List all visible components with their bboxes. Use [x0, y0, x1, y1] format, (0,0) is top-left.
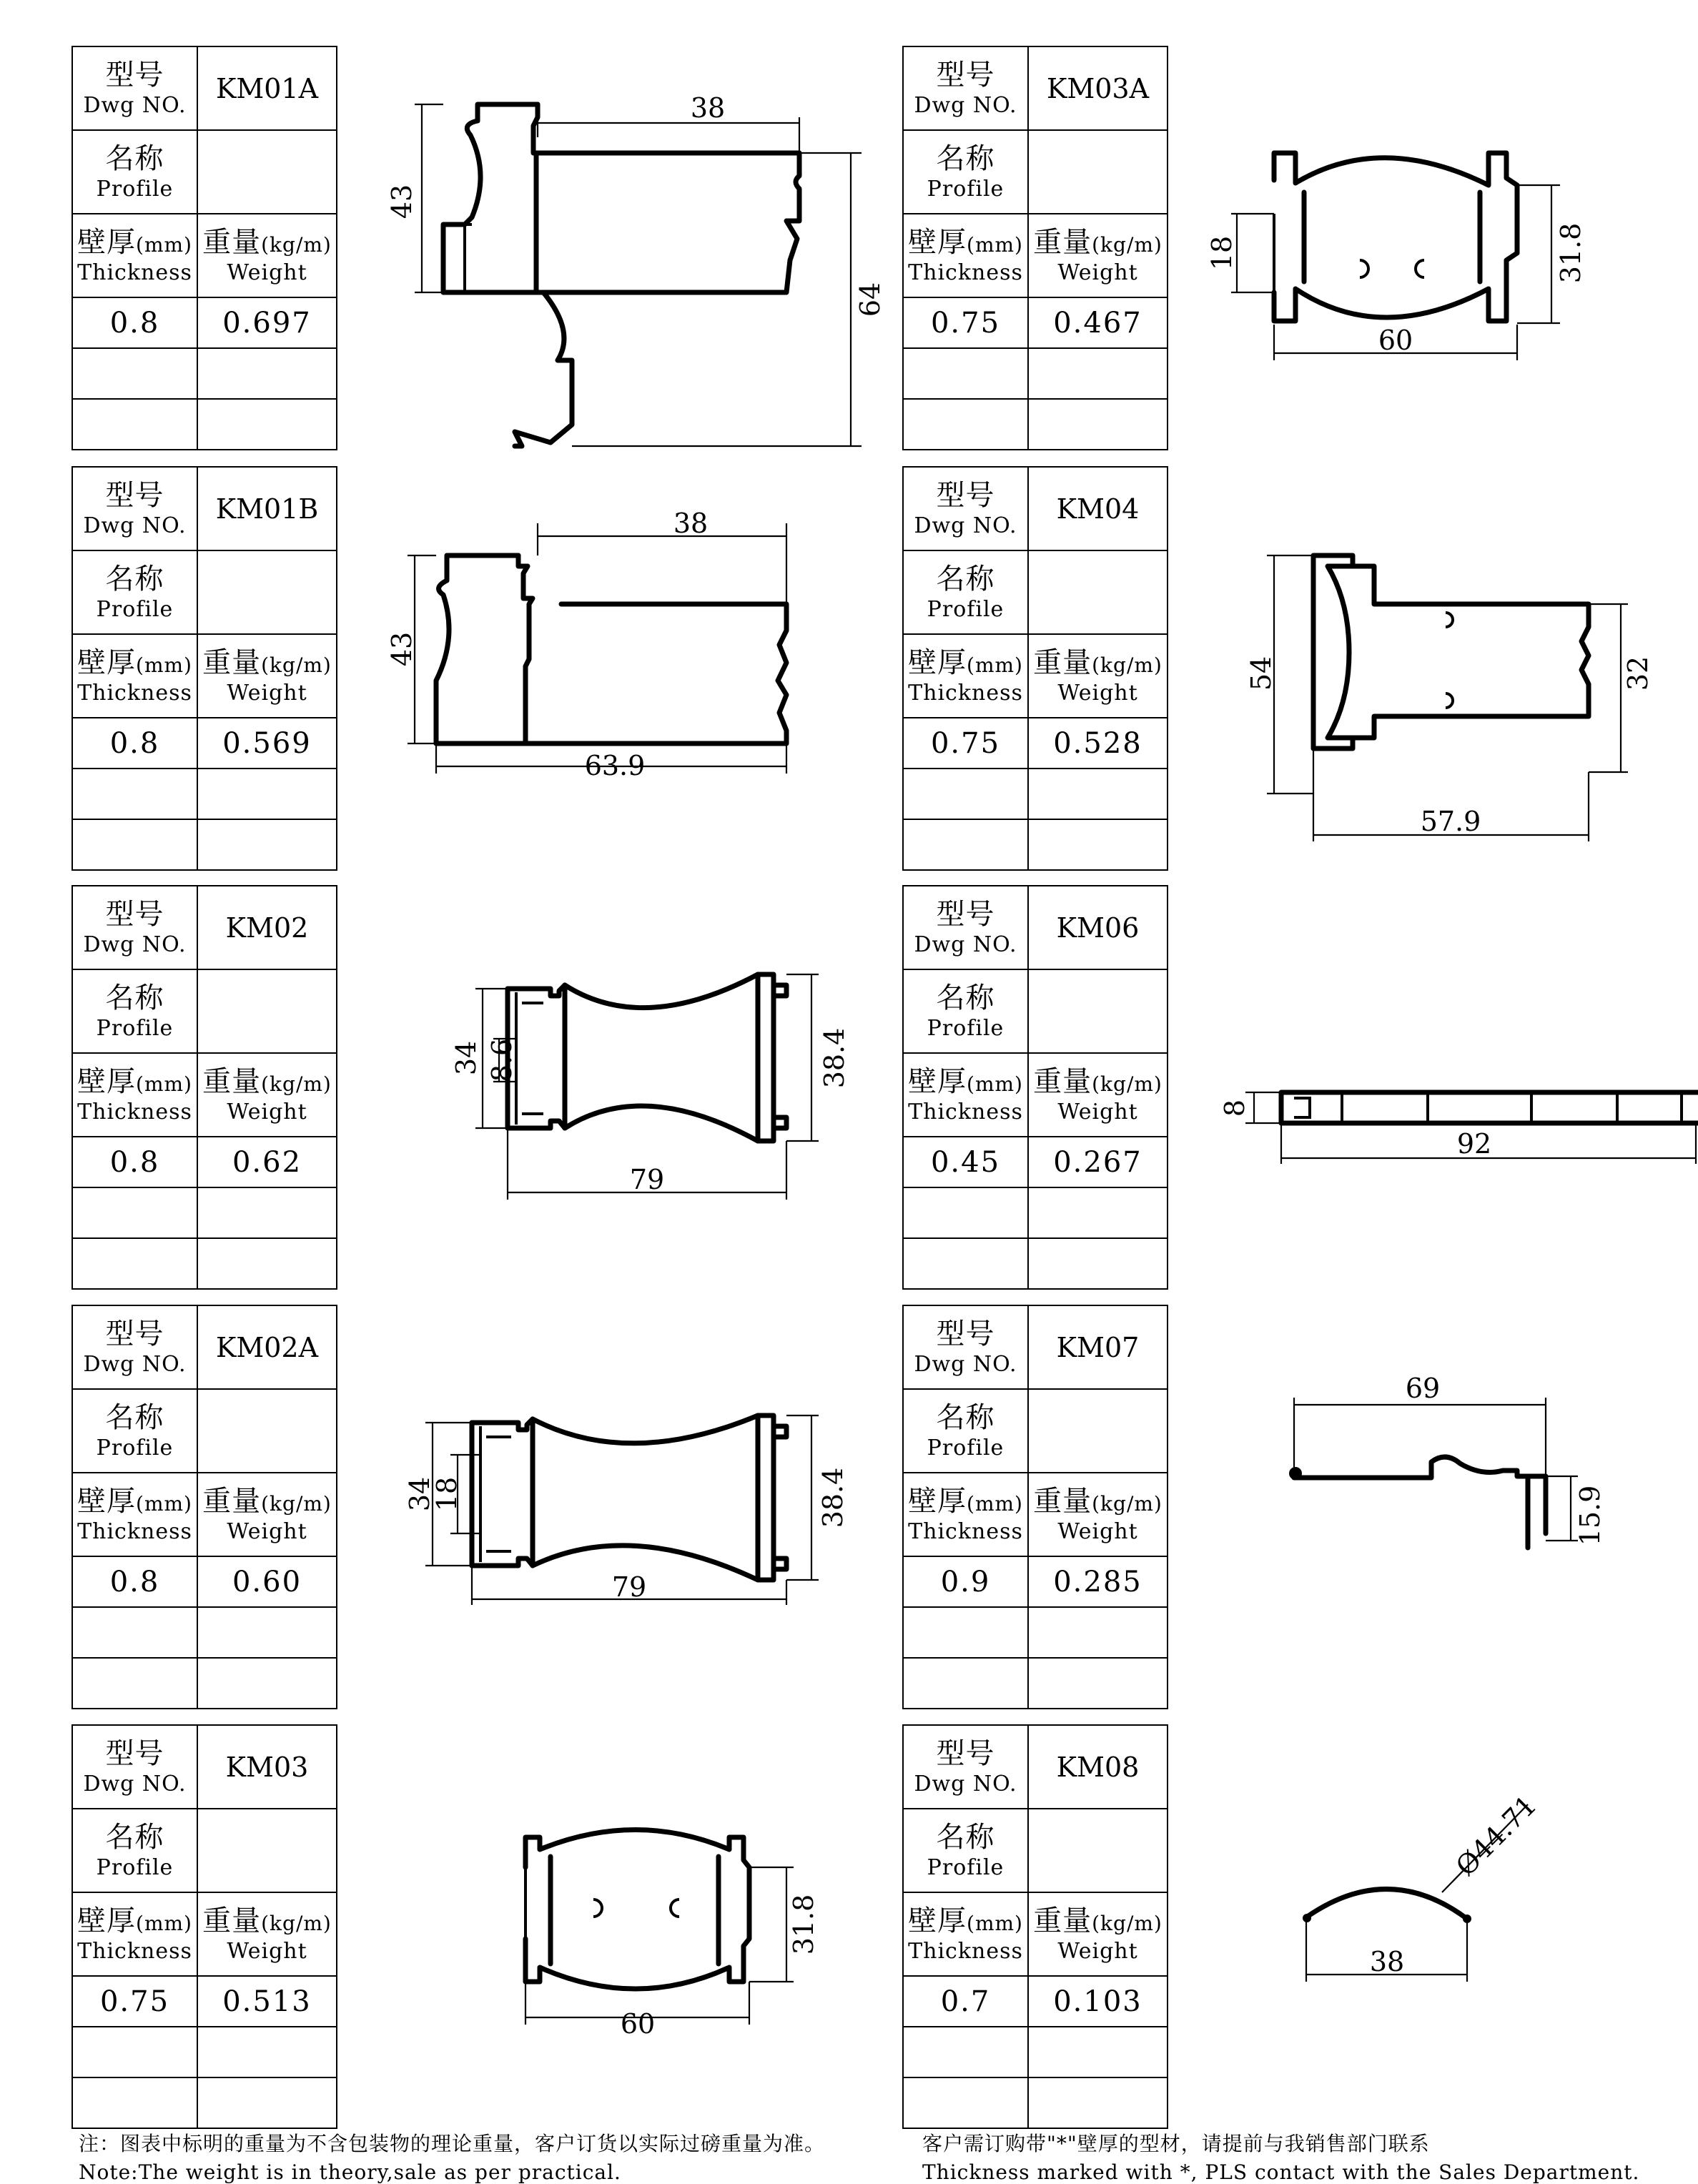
- thickness-label: 壁厚(mm) Thickness: [72, 214, 197, 297]
- profile-label: 名称 Profile: [903, 1389, 1028, 1473]
- dim-label: 38: [673, 508, 709, 539]
- profile-drawing: [1188, 1724, 1698, 2128]
- dim-label: 34: [450, 1040, 482, 1076]
- weight-value: 0.697: [197, 297, 337, 348]
- model-label: 型号 Dwg NO.: [903, 886, 1028, 969]
- thickness-value: 0.9: [903, 1556, 1028, 1607]
- thickness-value: 0.45: [903, 1137, 1028, 1187]
- thickness-label: 壁厚(mm) Thickness: [72, 1053, 197, 1137]
- spec-table: [902, 466, 1168, 871]
- profile-drawing: [357, 46, 887, 449]
- dim-label: 32: [1622, 656, 1654, 691]
- profile-drawing-svg: [357, 885, 887, 1288]
- profile-drawing: [1188, 885, 1698, 1288]
- model-code: KM07: [1028, 1305, 1168, 1389]
- model-label: 型号 Dwg NO.: [903, 467, 1028, 550]
- profile-label: 名称 Profile: [903, 969, 1028, 1053]
- profile-value: [1028, 969, 1168, 1053]
- thickness-label: 壁厚(mm) Thickness: [72, 634, 197, 718]
- model-label: 型号 Dwg NO.: [72, 46, 197, 130]
- profile-label: 名称 Profile: [72, 1809, 197, 1892]
- thickness-label: 壁厚(mm) Thickness: [903, 214, 1028, 297]
- profile-label: 名称 Profile: [72, 969, 197, 1053]
- profile-drawing: [1188, 1305, 1698, 1708]
- profile-card-km02: [71, 885, 887, 1288]
- dim-label: 34: [404, 1476, 435, 1512]
- weight-label: 重量(kg/m) Weight: [1028, 214, 1168, 297]
- thickness-value: 0.8: [72, 297, 197, 348]
- model-label: 型号 Dwg NO.: [72, 1305, 197, 1389]
- profile-value: [1028, 130, 1168, 214]
- profile-label: 名称 Profile: [903, 130, 1028, 214]
- model-code: KM02A: [197, 1305, 337, 1389]
- dim-label: 38.4: [819, 1027, 850, 1089]
- spec-table: [902, 1724, 1168, 2129]
- profile-card-km07: [902, 1305, 1698, 1708]
- weight-label: 重量(kg/m) Weight: [197, 1053, 337, 1137]
- profile-drawing-svg: [357, 466, 887, 869]
- weight-value: 0.60: [197, 1556, 337, 1607]
- dim-label: 18: [431, 1476, 463, 1512]
- profile-drawing: [357, 1724, 887, 2128]
- weight-value: 0.513: [197, 1976, 337, 2027]
- thickness-value: 0.75: [903, 718, 1028, 769]
- dim-label: 31.8: [1555, 222, 1586, 284]
- thickness-value: 0.75: [72, 1976, 197, 2027]
- profile-card-km03a: [902, 46, 1698, 449]
- model-code: KM08: [1028, 1725, 1168, 1809]
- thickness-value: 0.8: [72, 718, 197, 769]
- profile-drawing-svg: [1188, 885, 1698, 1288]
- spec-table: [902, 46, 1168, 450]
- thickness-value: 0.75: [903, 297, 1028, 348]
- profile-card-km03: [71, 1724, 887, 2128]
- model-code: KM04: [1028, 467, 1168, 550]
- model-code: KM03: [197, 1725, 337, 1809]
- weight-label: 重量(kg/m) Weight: [1028, 1473, 1168, 1556]
- model-label: 型号 Dwg NO.: [72, 1725, 197, 1809]
- weight-value: 0.528: [1028, 718, 1168, 769]
- thickness-label: 壁厚(mm) Thickness: [903, 1053, 1028, 1137]
- dim-label: 63.9: [584, 750, 646, 781]
- profile-drawing: [357, 885, 887, 1288]
- profile-drawing-svg: [357, 1305, 887, 1708]
- weight-label: 重量(kg/m) Weight: [197, 214, 337, 297]
- model-label: 型号 Dwg NO.: [903, 46, 1028, 130]
- model-label: 型号 Dwg NO.: [72, 467, 197, 550]
- profile-drawing-svg: [1188, 1724, 1698, 2128]
- spec-table: [902, 885, 1168, 1290]
- dim-label: 92: [1456, 1128, 1492, 1160]
- dim-label: 8.6: [486, 1038, 518, 1082]
- profile-drawing-svg: [1188, 46, 1698, 449]
- profile-card-km04: [902, 466, 1698, 869]
- profile-drawing-svg: [1188, 466, 1698, 869]
- thickness-label: 壁厚(mm) Thickness: [72, 1892, 197, 1976]
- thickness-value: 0.7: [903, 1976, 1028, 2027]
- dim-label: Ø44.71: [1449, 1789, 1543, 1882]
- profile-card-km01a: [71, 46, 887, 449]
- dim-label: 79: [611, 1571, 647, 1603]
- spec-table: [71, 466, 337, 871]
- weight-value: 0.569: [197, 718, 337, 769]
- dim-label: 64: [854, 282, 886, 317]
- dim-label: 38: [690, 92, 726, 124]
- weight-value: 0.103: [1028, 1976, 1168, 2027]
- dim-label: 69: [1405, 1373, 1441, 1404]
- profile-value: [197, 550, 337, 634]
- thickness-value: 0.8: [72, 1137, 197, 1187]
- weight-label: 重量(kg/m) Weight: [1028, 634, 1168, 718]
- profile-card-km02a: [71, 1305, 887, 1708]
- profile-value: [197, 130, 337, 214]
- dim-label: 18: [1206, 235, 1238, 271]
- profile-drawing: [1188, 466, 1698, 869]
- profile-value: [197, 1389, 337, 1473]
- dim-label: 54: [1245, 656, 1277, 691]
- thickness-label: 壁厚(mm) Thickness: [903, 634, 1028, 718]
- dim-label: 8: [1219, 1099, 1250, 1117]
- weight-label: 重量(kg/m) Weight: [197, 634, 337, 718]
- model-code: KM01B: [197, 467, 337, 550]
- dim-label: 15.9: [1574, 1485, 1606, 1546]
- spec-table: [71, 1305, 337, 1709]
- note-right-en: Thickness marked with *, PLS contact with the Sales Department.: [922, 2160, 1640, 2184]
- weight-label: 重量(kg/m) Weight: [1028, 1053, 1168, 1137]
- profile-label: 名称 Profile: [903, 1809, 1028, 1892]
- dim-label: 60: [620, 2008, 656, 2040]
- model-code: KM03A: [1028, 46, 1168, 130]
- profile-drawing-svg: [357, 46, 887, 449]
- profile-card-km06: [902, 885, 1698, 1288]
- dim-label: 38: [1369, 1946, 1405, 1977]
- spec-table: [71, 46, 337, 450]
- dim-label: 57.9: [1420, 806, 1481, 837]
- spec-table: [71, 885, 337, 1290]
- profile-card-km08: [902, 1724, 1698, 2128]
- thickness-label: 壁厚(mm) Thickness: [903, 1473, 1028, 1556]
- profile-value: [197, 1809, 337, 1892]
- spec-table: [71, 1724, 337, 2129]
- weight-label: 重量(kg/m) Weight: [197, 1892, 337, 1976]
- note-left-en: Note:The weight is in theory,sale as per practical.: [79, 2160, 621, 2184]
- profile-drawing-svg: [357, 1724, 887, 2128]
- spec-table: [902, 1305, 1168, 1709]
- profile-label: 名称 Profile: [903, 550, 1028, 634]
- weight-label: 重量(kg/m) Weight: [197, 1473, 337, 1556]
- profile-drawing-svg: [1188, 1305, 1698, 1708]
- dim-label: 43: [386, 184, 418, 219]
- note-right-cn: 客户需订购带"*"壁厚的型材，请提前与我销售部门联系: [922, 2132, 1430, 2155]
- profile-label: 名称 Profile: [72, 130, 197, 214]
- profile-label: 名称 Profile: [72, 550, 197, 634]
- dim-label: 38.4: [817, 1467, 849, 1528]
- model-code: KM01A: [197, 46, 337, 130]
- profile-drawing: [357, 466, 887, 869]
- dim-label: 31.8: [788, 1894, 819, 1955]
- weight-value: 0.467: [1028, 297, 1168, 348]
- profile-value: [1028, 1809, 1168, 1892]
- weight-value: 0.285: [1028, 1556, 1168, 1607]
- model-code: KM02: [197, 886, 337, 969]
- note-left-cn: 注：图表中标明的重量为不含包装物的理论重量，客户订货以实际过磅重量为准。: [79, 2132, 826, 2155]
- profile-card-km01b: [71, 466, 887, 869]
- profile-value: [1028, 1389, 1168, 1473]
- dim-label: 79: [629, 1164, 665, 1195]
- profile-drawing: [357, 1305, 887, 1708]
- weight-value: 0.267: [1028, 1137, 1168, 1187]
- profile-label: 名称 Profile: [72, 1389, 197, 1473]
- profile-value: [197, 969, 337, 1053]
- weight-value: 0.62: [197, 1137, 337, 1187]
- profile-drawing: [1188, 46, 1698, 449]
- weight-label: 重量(kg/m) Weight: [1028, 1892, 1168, 1976]
- dim-label: 43: [386, 631, 418, 667]
- thickness-value: 0.8: [72, 1556, 197, 1607]
- thickness-label: 壁厚(mm) Thickness: [72, 1473, 197, 1556]
- model-label: 型号 Dwg NO.: [72, 886, 197, 969]
- model-label: 型号 Dwg NO.: [903, 1305, 1028, 1389]
- model-label: 型号 Dwg NO.: [903, 1725, 1028, 1809]
- model-code: KM06: [1028, 886, 1168, 969]
- thickness-label: 壁厚(mm) Thickness: [903, 1892, 1028, 1976]
- dim-label: 60: [1378, 325, 1413, 356]
- profile-value: [1028, 550, 1168, 634]
